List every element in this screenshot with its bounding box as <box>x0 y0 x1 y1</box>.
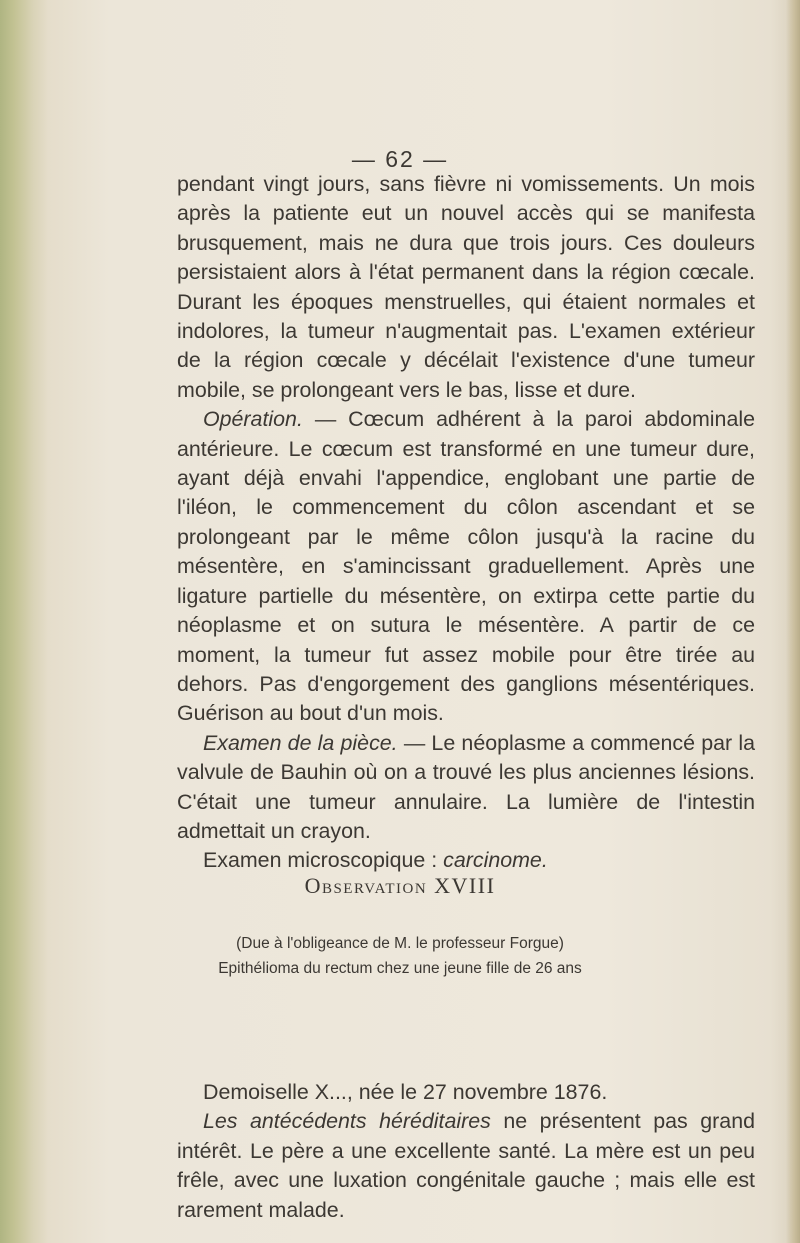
book-spine-edge <box>0 0 48 1243</box>
page-right-edge <box>786 0 800 1243</box>
operation-paragraph <box>177 405 755 728</box>
observation-title: Observation XVIII <box>304 873 496 898</box>
observation-credit: (Due à l'obligeance de M. le professeur Forgue) <box>236 935 564 952</box>
patient-intro: Demoiselle X..., née le 27 novembre 1876. <box>203 1080 608 1104</box>
heredity-text: ne présentent pas grand intérêt. Le père a une excellente santé. La mère est un peu frêle, avec une luxation congénitale gauche ; mais elle est rarement malade. <box>177 1109 755 1222</box>
case-text-block-2 <box>177 1078 755 1225</box>
case-text-block <box>177 170 755 876</box>
operation-text: — Cœcum adhérent à la paroi abdominale antérieure. Le cœcum est transformé en une tumeur dure, ayant déjà envahi l'appendice, englobant une partie de l'iléon, le commencement du côlon ascendant et se prolongeant par le même côlon jusqu'à la racine du mésentère, en s'amincissant graduellement. Après une ligature partielle du mésentère, on extirpa cette partie du néoplasme et on sutura le mésentère. A partir de ce moment, la tumeur fut assez mobile pour être tirée au dehors. Pas d'engorgement des ganglions mésentériques. Guérison au bout d'un mois. <box>177 407 755 726</box>
microscopy-paragraph <box>177 846 755 875</box>
history-paragraph: pendant vingt jours, sans fièvre ni vomissements. Un mois après la patiente eut un nouvel accès qui se manifesta brusquement, mais ne dura que trois jours. Ces douleurs persistaient alors à l'état permanent dans la région cœcale. Durant les époques menstruelles, qui étaient normales et indolores, la tumeur n'augmentait pas. L'examen extérieur de la région cœcale y décélait l'existence d'une tumeur mobile, se prolongeant vers le bas, lisse et dure. <box>177 172 755 402</box>
heredity-label: Les antécédents héréditaires <box>203 1109 491 1134</box>
operation-label: Opération. <box>203 407 303 432</box>
page-number: — 62 — <box>351 146 449 172</box>
specimen-text: — Le néoplasme a commencé par la valvule de Bauhin où on a trouvé les plus anciennes lésions. C'était une tumeur annulaire. La lumière de l'intestin admettait un crayon. <box>177 730 755 843</box>
microscopy-text: Examen microscopique : <box>203 848 444 873</box>
specimen-paragraph <box>177 729 755 847</box>
heredity-paragraph <box>177 1107 755 1225</box>
microscopy-result: carcinome. <box>443 848 548 873</box>
specimen-label: Examen de la pièce. <box>203 730 398 755</box>
observation-subject: Epithélioma du rectum chez une jeune fille de 26 ans <box>218 960 582 977</box>
